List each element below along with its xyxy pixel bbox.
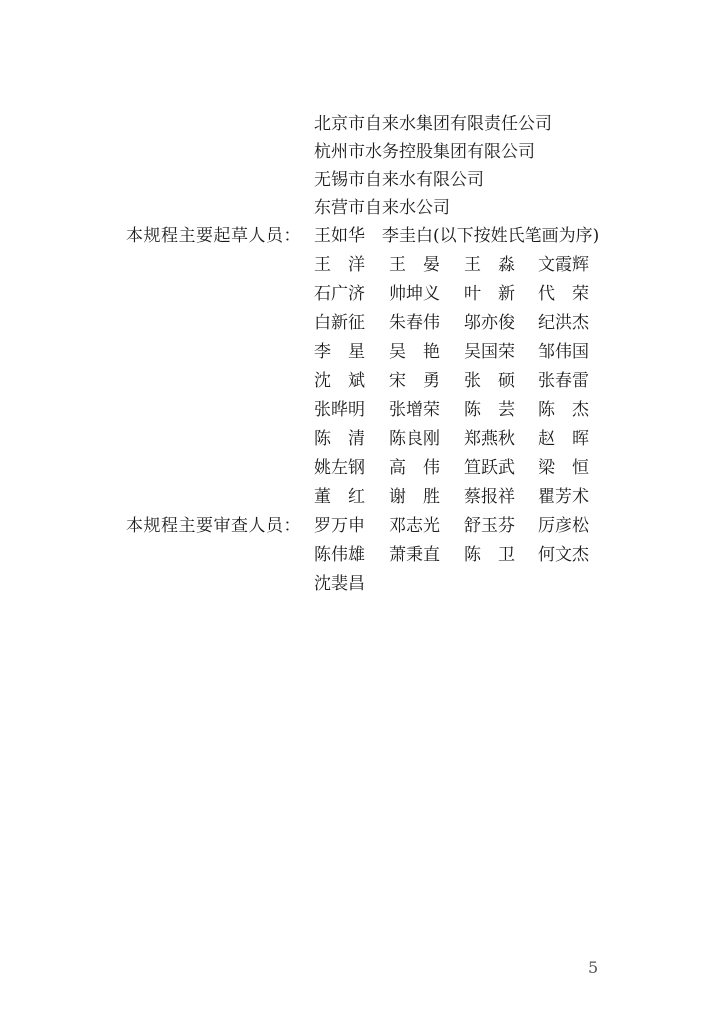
- person-name: 吴 艳: [389, 342, 440, 362]
- reviewers-name-row: [314, 574, 614, 594]
- person-name: 舒玉芬: [464, 516, 515, 536]
- person-name: 沈裴昌: [314, 574, 365, 594]
- person-name: 郑燕秋: [464, 429, 515, 449]
- person-name: 宋 勇: [389, 371, 440, 391]
- person-name: 张 硕: [464, 371, 515, 391]
- drafters-name-row: [314, 429, 614, 449]
- person-name: 陈 芸: [464, 400, 515, 420]
- drafters-name-row: [314, 400, 614, 420]
- person-name: 陈良刚: [389, 429, 440, 449]
- person-name: 陈 杰: [538, 400, 589, 420]
- person-name: 瞿芳术: [538, 487, 589, 507]
- person-name: 姚左钢: [314, 458, 365, 478]
- person-name: 文霞辉: [538, 255, 589, 275]
- person-name: 叶 新: [464, 284, 515, 304]
- person-name: 王 晏: [389, 255, 440, 275]
- person-name: 邹伟国: [538, 342, 589, 362]
- organization-line: 东营市自来水公司: [314, 198, 450, 218]
- person-name: 张增荣: [389, 400, 440, 420]
- person-name: 朱春伟: [389, 313, 440, 333]
- person-name: 邓志光: [389, 516, 440, 536]
- person-name: 梁 恒: [538, 458, 589, 478]
- person-name: 萧秉直: [389, 545, 440, 565]
- person-name: 帅坤义: [389, 284, 440, 304]
- person-name: 赵 晖: [538, 429, 589, 449]
- drafters-name-row: [314, 458, 614, 478]
- person-name: 张晔明: [314, 400, 365, 420]
- person-name: 董 红: [314, 487, 365, 507]
- drafters-name-row: [314, 313, 614, 333]
- person-name: 陈 清: [314, 429, 365, 449]
- drafters-name-row: [314, 487, 614, 507]
- person-name: 何文杰: [538, 545, 589, 565]
- drafters-name-row: [314, 371, 614, 391]
- reviewers-label: 本规程主要审查人员：: [126, 516, 301, 536]
- person-name: 张春雷: [538, 371, 589, 391]
- drafters-name-row: [314, 342, 614, 362]
- person-name: 陈伟雄: [314, 545, 365, 565]
- person-name: 邬亦俊: [464, 313, 515, 333]
- reviewers-name-row: [314, 545, 614, 565]
- person-name: 笪跃武: [464, 458, 515, 478]
- drafters-name-row: [314, 255, 614, 275]
- reviewers-name-row: [314, 516, 614, 536]
- person-name: 陈 卫: [464, 545, 515, 565]
- organization-line: 杭州市水务控股集团有限公司: [314, 142, 535, 162]
- drafters-label: 本规程主要起草人员：: [126, 226, 301, 246]
- person-name: 吴国荣: [464, 342, 515, 362]
- person-name: 厉彦松: [538, 516, 589, 536]
- person-name: 沈 斌: [314, 371, 365, 391]
- person-name: 蔡报祥: [464, 487, 515, 507]
- page-number: 5: [588, 958, 599, 977]
- drafters-lead-line: 王如华 李圭白(以下按姓氏笔画为序): [314, 226, 600, 246]
- person-name: 王 淼: [464, 255, 515, 275]
- person-name: 代 荣: [538, 284, 589, 304]
- person-name: 李 星: [314, 342, 365, 362]
- person-name: 谢 胜: [389, 487, 440, 507]
- organization-line: 无锡市自来水有限公司: [314, 170, 484, 190]
- drafters-name-row: [314, 284, 614, 304]
- person-name: 纪洪杰: [538, 313, 589, 333]
- person-name: 罗万申: [314, 516, 365, 536]
- organization-line: 北京市自来水集团有限责任公司: [314, 114, 552, 134]
- person-name: 石广济: [314, 284, 365, 304]
- person-name: 白新征: [314, 313, 365, 333]
- person-name: 高 伟: [389, 458, 440, 478]
- person-name: 王 洋: [314, 255, 365, 275]
